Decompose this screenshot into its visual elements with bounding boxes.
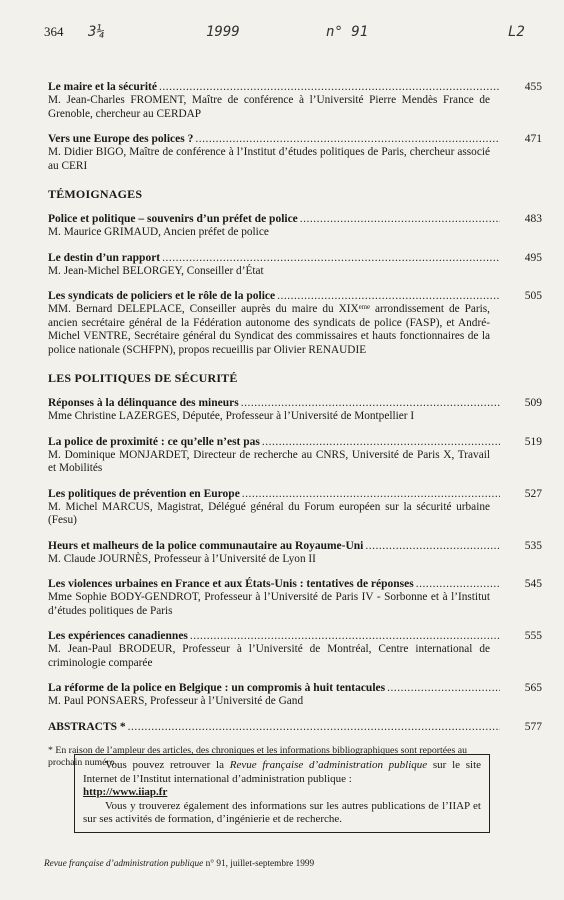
toc-entry-author: M. Paul PONSAERS, Professeur à l’Université de Gand: [48, 695, 304, 707]
toc-entry-author: MM. Bernard DELEPLACE, Conseiller auprès du maire du XIXᵉᵐᵉ arrondissement de Paris, ancien secrétaire général de la Fédération autonome des syndicats de police (FASP), et André-Michel VENTRE, Secrétaire général du Syndicat des commissaires et hauts fonctionnaires de la police nationale (SCHFPN), propos recueillis par Olivier RENAUDIE: [48, 303, 490, 356]
toc-entry-author: M. Claude JOURNÈS, Professeur à l’Université de Lyon II: [48, 552, 316, 565]
toc-entry-author: M. Michel MARCUS, Magistrat, Délégué général du Forum européen sur la sécurité urbaine (Fesu): [48, 500, 490, 526]
toc-entry-title: Les syndicats de policiers et le rôle de la police: [48, 290, 276, 302]
toc-entry-author: Mme Sophie BODY-GENDROT, Professeur à l’Université de Paris IV - Sorbonne et à l’Institut d’études politiques de Paris: [48, 591, 490, 617]
toc-entry[interactable]: [48, 289, 542, 357]
toc-entry[interactable]: [48, 435, 542, 476]
toc-entry[interactable]: [48, 629, 542, 670]
toc-entry-page: 495: [524, 251, 542, 264]
page-number: 364: [44, 24, 64, 39]
box-text: Vous y trouverez également des informations sur les autres publications de l’IIAP et sur ses activités de formation, d’ingénierie et de recherche.: [83, 799, 481, 825]
toc-entry-page: 565: [524, 682, 542, 694]
handwritten-note-4: L2: [508, 24, 525, 40]
toc-entry-title: Les expériences canadiennes: [48, 630, 188, 642]
toc-entry-title: Le destin d’un rapport: [48, 251, 161, 264]
toc-entry-page: 471: [524, 133, 542, 145]
handwritten-note-2: 1999: [206, 24, 240, 40]
toc-entry-page: 509: [524, 397, 542, 409]
footnote: * En raison de l’ampleur des articles, des chroniques et les informations bibliographiques sont reportées au prochain numéro.: [48, 744, 467, 768]
toc-entry-title: Réponses à la délinquance des mineurs: [48, 397, 239, 409]
handwritten-note-3: n° 91: [326, 24, 369, 40]
toc-entry-author: M. Didier BIGO, Maître de conférence à l’Institut d’études politiques de Paris, chercheur associé au CERI: [48, 146, 490, 172]
section-heading-politiques: LES POLITIQUES DE SÉCURITÉ: [48, 371, 238, 385]
toc-entry-page: 519: [524, 435, 542, 448]
section-heading-temoignages: TÉMOIGNAGES: [48, 187, 143, 201]
toc-entry-title: Heurs et malheurs de la police communautaire au Royaume-Uni: [48, 539, 364, 552]
toc-entry-page: 527: [524, 487, 542, 500]
toc-entry-abstracts[interactable]: [48, 720, 542, 734]
toc-entry-page: 555: [524, 630, 542, 642]
toc-entry[interactable]: [48, 577, 542, 618]
table-of-contents: [48, 80, 542, 769]
toc-entry-title: Les politiques de prévention en Europe: [48, 487, 240, 500]
toc-section-temoignages: [48, 212, 542, 357]
toc-entry-author: M. Jean-Charles FROMENT, Maître de conférence à l’Université Pierre Mendès France de Grenoble, chercheur au CERDAP: [48, 94, 490, 120]
toc-entry-author: M. Jean-Paul BRODEUR, Professeur à l’Université de Montréal, Centre international de criminologie comparée: [48, 643, 490, 669]
toc-entry-title: Le maire et la sécurité: [48, 81, 157, 93]
toc-entry-title: Vers une Europe des polices ?: [48, 133, 194, 145]
toc-entry-author: Mme Christine LAZERGES, Députée, Professeur à l’Université de Montpellier I: [48, 410, 415, 422]
toc-entry-page: 545: [524, 578, 542, 590]
toc-entry-author: M. Dominique MONJARDET, Directeur de recherche au CNRS, Université de Paris X, Travail et Mobilités: [48, 448, 490, 474]
toc-entry[interactable]: [48, 80, 542, 121]
toc-section-politiques: [48, 396, 542, 709]
toc-entry[interactable]: [48, 251, 542, 279]
toc-entry-author: M. Maurice GRIMAUD, Ancien préfet de police: [48, 226, 269, 238]
toc-entry-author: M. Jean-Michel BELORGEY, Conseiller d’État: [48, 264, 264, 277]
toc-entry-title: Les violences urbaines en France et aux États-Unis : tentatives de réponses: [48, 578, 414, 590]
toc-entry[interactable]: [48, 681, 542, 709]
website-link[interactable]: http://www.iiap.fr: [83, 786, 168, 798]
toc-entry[interactable]: [48, 539, 542, 567]
toc-entry-page: 455: [524, 81, 542, 93]
toc-entry-title: La police de proximité : ce qu’elle n’est pas: [48, 435, 260, 448]
toc-entry-title: ABSTRACTS *: [48, 720, 126, 733]
page-footer: [44, 859, 314, 869]
toc-entry-page: 577: [524, 720, 542, 733]
toc-entry-page: 505: [524, 290, 542, 302]
toc-entry-page: 483: [524, 213, 542, 225]
toc-entry-page: 535: [524, 539, 542, 552]
website-info-box: Vous pouvez retrouver la Revue française d’administration publique sur le site Internet de l’Institut international d’administration publique : http://www.iiap.fr Vous y trouverez également des informations sur les autres publications de l’IIAP et sur ses activités de formation, d’ingénierie et de recherche.: [74, 754, 490, 833]
toc-section-top: [48, 80, 542, 173]
toc-entry[interactable]: [48, 487, 542, 528]
journal-name: Revue française d’administration publique: [44, 859, 204, 869]
handwritten-note-1: 3¼: [88, 24, 105, 40]
toc-entry[interactable]: [48, 212, 542, 240]
issue-info: n° 91, juillet-septembre 1999: [203, 859, 315, 869]
toc-entry[interactable]: [48, 132, 542, 173]
toc-entry-title: Police et politique – souvenirs d’un préfet de police: [48, 213, 298, 225]
toc-entry-title: La réforme de la police en Belgique : un compromis à huit tentacules: [48, 682, 386, 694]
toc-entry[interactable]: [48, 396, 542, 424]
